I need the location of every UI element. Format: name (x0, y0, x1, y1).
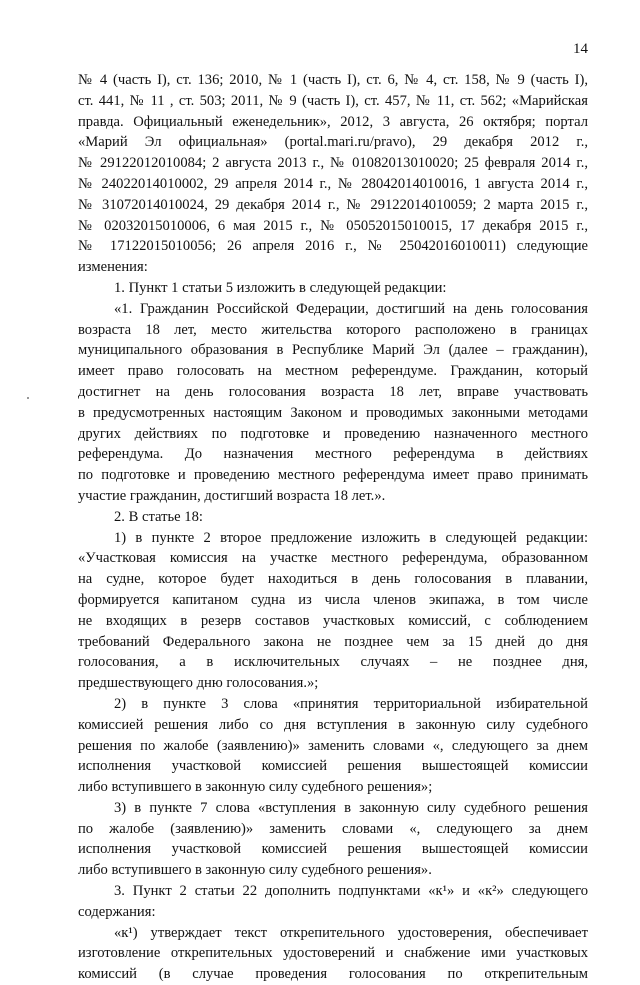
text-line: 3. Пункт 2 статьи 22 дополнить подпунктами «к¹» и «к²» следующего (114, 883, 588, 900)
text-line: «Участковая комиссия на участке местного референдума, образованном (78, 550, 588, 567)
text-line: либо вступившего в законную силу судебного решения». (78, 862, 432, 879)
text-line: «Марий Эл официальная» (portal.mari.ru/pravo), 29 декабря 2012 г., (78, 134, 588, 151)
text-line: исполнения участковой комиссией решения вышестоящей комиссии (78, 841, 588, 858)
text-line: № 24022014010002, 29 апреля 2014 г., № 28042014010016, 1 августа 2014 г., (78, 175, 588, 192)
text-line: № 02032015010006, 6 мая 2015 г., № 05052015010015, 17 декабря 2015 г., (78, 217, 588, 234)
text-line: 1. Пункт 1 статьи 5 изложить в следующей редакции: (114, 279, 447, 296)
text-line: участие гражданин, достигший возраста 18 лет.». (78, 487, 386, 504)
text-line: 2) в пункте 3 слова «принятия территориальной избирательной (114, 695, 588, 712)
text-line: правда. Официальный еженедельник», 2012, 3 августа, 26 октября; портал (78, 113, 588, 130)
text-line: в предусмотренных настоящим Законом и проводимых законными методами (78, 404, 588, 421)
text-line: референдума. До назначения местного референдума в действиях (78, 446, 588, 463)
text-line: требований Федерального закона не позднее чем за 15 дней до дня (78, 633, 588, 650)
text-line: голосования, а в исключительных случаях – не позднее дня, (78, 654, 588, 671)
text-line: комиссий (в случае проведения голосования по открепительным (78, 966, 588, 983)
text-line: по подготовке и проведению местного референдума имеет право принимать (78, 467, 588, 484)
text-line: содержания: (78, 903, 156, 920)
text-line: предшествующего дню голосования.»; (78, 675, 319, 692)
text-line: других действиях по подготовке и проведению назначенного местного (78, 425, 588, 442)
text-line: либо вступившего в законную силу судебного решения»; (78, 779, 433, 796)
text-line: 3) в пункте 7 слова «вступления в законную силу судебного решения (114, 799, 588, 816)
text-line: исполнения участковой комиссией решения вышестоящей комиссии (78, 758, 588, 775)
text-line: имеет право голосовать на местном референдуме. Гражданин, который (78, 363, 588, 380)
text-line: комиссией решения либо со дня вступления в законную силу судебного (78, 716, 588, 733)
text-line: решения по жалобе (заявлению)» заменить словами «, следующего за днем (78, 737, 588, 754)
text-line: изменения: (78, 259, 148, 276)
text-line: на судне, которое будет находиться в день голосования в плавании, (78, 571, 588, 588)
text-line: изготовление открепительных удостоверений и снабжение ими участковых (78, 945, 588, 962)
text-line: 2. В статье 18: (114, 508, 203, 525)
scan-speck (27, 397, 29, 399)
page-number: 14 (573, 41, 588, 57)
text-line: по жалобе (заявлению)» заменить словами «, следующего за днем (78, 820, 588, 837)
text-line: возраста 18 лет, место жительства которого расположено в границах (78, 321, 588, 338)
text-line: 1) в пункте 2 второе предложение изложить в следующей редакции: (114, 529, 588, 546)
text-line: муниципального образования в Республике Марий Эл (далее – гражданин), (78, 342, 588, 359)
text-line: ст. 441, № 11 , ст. 503; 2011, № 9 (часть I), ст. 457, № 11, ст. 562; «Марийская (78, 92, 588, 109)
text-line: формируется капитаном судна из числа членов экипажа, в том числе (78, 591, 588, 608)
text-line: № 31072014010024, 29 декабря 2014 г., № 29122014010059; 2 марта 2015 г., (78, 196, 588, 213)
text-line: № 17122015010056; 26 апреля 2016 г., № 25042016010011) следующие (78, 238, 588, 255)
text-line: «1. Гражданин Российской Федерации, достигший на день голосования (114, 300, 588, 317)
text-line: № 4 (часть I), ст. 136; 2010, № 1 (часть I), ст. 6, № 4, ст. 158, № 9 (часть I), (78, 72, 588, 88)
document-body (78, 70, 588, 985)
text-line: не входящих в резерв составов участковых комиссий, с соблюдением (78, 612, 588, 629)
text-line: «к¹) утверждает текст открепительного удостоверения, обеспечивает (114, 924, 588, 941)
text-line: № 29122012010084; 2 августа 2013 г., № 01082013010020; 25 февраля 2014 г., (78, 155, 588, 172)
text-line: достигнет на день голосования возраста 18 лет, вправе участвовать (78, 383, 588, 400)
